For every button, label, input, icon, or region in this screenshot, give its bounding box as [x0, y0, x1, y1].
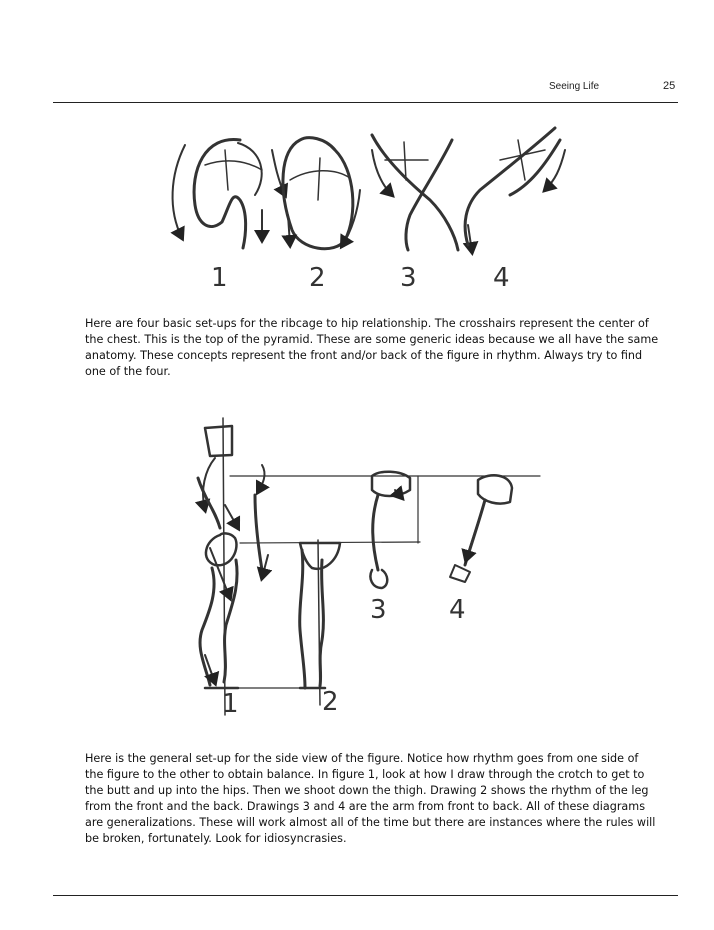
paragraph-side-view — [85, 751, 656, 847]
side-2-label: 2 — [322, 687, 339, 717]
page-number: 25 — [663, 80, 676, 92]
setup-4-label: 4 — [493, 263, 510, 293]
setup-1-drawing — [173, 140, 262, 248]
paragraph-line: anatomy. These concepts represent the front and/or back of the figure in rhythm. Always try to find — [85, 349, 643, 362]
paragraph-line: one of the four. — [85, 365, 171, 378]
paragraph-line: from the front and the back. Drawings 3 and 4 are the arm from front to back. All of these diagrams — [85, 800, 646, 813]
side-view-sketch — [198, 418, 540, 715]
footer-rule — [53, 895, 678, 896]
paragraph-line: the butt and up into the hips. Then we shoot down the thigh. Drawing 2 shows the rhythm of the leg — [85, 784, 649, 797]
side-1-label: 1 — [222, 689, 239, 719]
paragraph-line: the figure to the other to obtain balance. In figure 1, look at how I draw through the crotch to get to — [85, 768, 645, 781]
setup-4-drawing — [465, 128, 565, 245]
setup-2-label: 2 — [309, 263, 326, 293]
running-header-title: Seeing Life — [549, 81, 600, 92]
side-3-label: 3 — [370, 595, 387, 625]
setup-1-label: 1 — [211, 263, 228, 293]
paragraph-line: the chest. This is the top of the pyramid. These are some generic ideas because we all have the same — [85, 333, 659, 346]
paragraph-line: are generalizations. These will work almost all of the time but there are instances where the rules will — [85, 816, 656, 829]
paragraph-line: Here are four basic set-ups for the ribcage to hip relationship. The crosshairs represent the center of — [85, 317, 649, 330]
paragraph-ribcage-setups — [85, 316, 659, 380]
setup-2-drawing — [272, 138, 360, 249]
paragraph-line: be broken, fortunately. Look for idiosyncrasies. — [85, 832, 347, 845]
setup-3-drawing — [372, 135, 472, 252]
side-4-label: 4 — [449, 595, 466, 625]
setup-3-label: 3 — [400, 263, 417, 293]
paragraph-line: Here is the general set-up for the side view of the figure. Notice how rhythm goes from one side of — [85, 752, 639, 765]
